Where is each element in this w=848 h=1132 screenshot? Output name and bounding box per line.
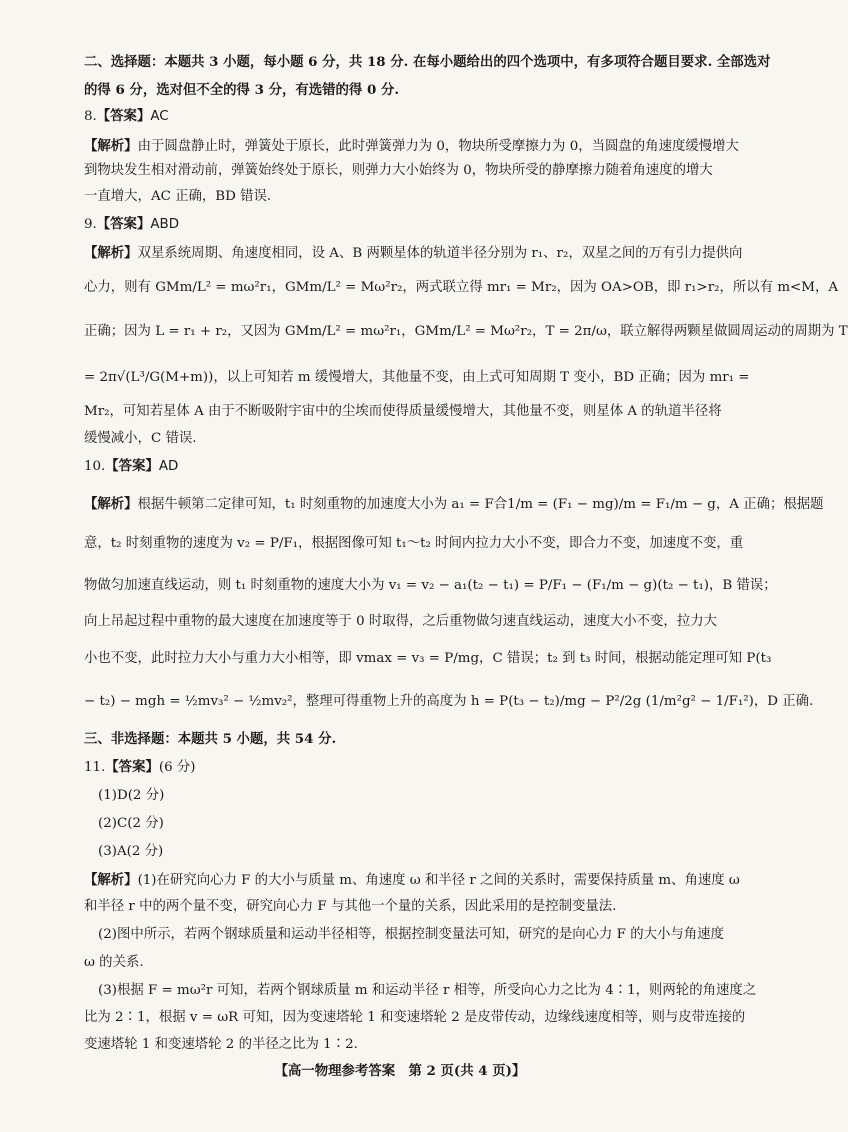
q10-analysis-text-1: 根据牛顿第二定律可知，t₁ 时刻重物的加速度大小为 a₁ = F合1/m = (F₁ − mg)/m = F₁/m − g，A 正确；根据题 xyxy=(137,497,824,512)
q11-answer-3: (3)A(2 分) xyxy=(98,844,164,859)
q8-answer-tag: 【答案】 xyxy=(96,108,151,124)
q9-analysis-line-1 xyxy=(84,243,743,264)
q10-analysis-line-2: 意，t₂ 时刻重物的速度为 v₂ = P/F₁，根据图像可知 t₁～t₂ 时间内拉力大小不变，即合力不变，加速度不变，重 xyxy=(84,536,744,551)
q9-analysis-line-3: 正确；因为 L = r₁ + r₂，又因为 GMm/L² = mω²r₁，GMm/L² = Mω²r₂，T = 2π/ω，联立解得两颗星做圆周运动的周期为 T xyxy=(84,324,848,339)
q11-analysis-line-6: 比为 2∶1，根据 v = ωR 可知，因为变速塔轮 1 和变速塔轮 2 是皮带传动，边缘线速度相等，则与皮带连接的 xyxy=(84,1010,746,1025)
q8-analysis-tag: 【解析】 xyxy=(84,138,138,154)
q10-analysis-line-5: 小也不变，此时拉力大小与重力大小相等，即 vmax = v₃ = P/mg，C 错误；t₂ 到 t₃ 时间，根据动能定理可知 P(t₃ xyxy=(84,651,772,666)
page-footer: 【高一物理参考答案 第 2 页(共 4 页)】 xyxy=(274,1063,526,1079)
q10-number: 10. xyxy=(84,459,106,474)
q10-answer-line xyxy=(84,456,734,477)
q10-analysis-tag: 【解析】 xyxy=(84,496,138,512)
q9-answer-line xyxy=(84,214,734,235)
q11-number: 11. xyxy=(84,760,106,775)
q10-analysis-line-6: − t₂) − mgh = ½mv₃² − ½mv₂²，整理可得重物上升的高度为 h = P(t₃ − t₂)/mg − P²/2g (1/m²g² − 1/F₁²)，D 正确. xyxy=(84,694,814,709)
q9-analysis-line-6: 缓慢减小，C 错误. xyxy=(84,431,197,446)
q10-analysis-line-1 xyxy=(84,494,824,515)
q10-analysis-line-3: 物做匀加速直线运动，则 t₁ 时刻重物的速度大小为 v₁ = v₂ − a₁(t₂ − t₁) = P/F₁ − (F₁/m − g)(t₂ − t₁)，B 错误； xyxy=(84,578,777,593)
q9-answer: ABD xyxy=(150,217,180,232)
q9-analysis-line-2: 心力，则有 GMm/L² = mω²r₁，GMm/L² = Mω²r₂，两式联立得 mr₁ = Mr₂，因为 OA>OB，即 r₁>r₂，所以有 m<M，A xyxy=(84,280,839,295)
q11-score: (6 分) xyxy=(158,760,196,775)
q11-analysis-line-3: (2)图中所示，若两个钢球质量和运动半径相等，根据控制变量法可知，研究的是向心力 F 的大小与角速度 xyxy=(98,927,724,942)
q8-number: 8. xyxy=(84,109,97,124)
q8-analysis-line-2: 到物块发生相对滑动前，弹簧始终处于原长，则弹力大小始终为 0，物块所受的静摩擦力随着角速度的增大 xyxy=(84,163,713,178)
q11-analysis-line-1 xyxy=(84,870,740,891)
q10-answer: AD xyxy=(158,459,179,474)
q11-answer-2: (2)C(2 分) xyxy=(98,816,164,831)
q11-analysis-line-7: 变速塔轮 1 和变速塔轮 2 的半径之比为 1∶2. xyxy=(84,1037,358,1052)
q8-analysis-text-1: 由于圆盘静止时，弹簧处于原长，此时弹簧弹力为 0，物块所受摩擦力为 0，当圆盘的角速度缓慢增大 xyxy=(137,139,739,154)
q9-number: 9. xyxy=(84,217,97,232)
q9-analysis-tag: 【解析】 xyxy=(84,245,138,261)
section-2-heading-cont: 的得 6 分，选对但不全的得 3 分，有选错的得 0 分. xyxy=(84,82,400,98)
section-3-heading: 三、非选择题：本题共 5 小题，共 54 分. xyxy=(84,731,337,747)
q8-answer: AC xyxy=(150,109,169,124)
q10-answer-tag: 【答案】 xyxy=(105,458,159,474)
q11-analysis-line-4: ω 的关系. xyxy=(84,955,144,970)
q9-analysis-text-1: 双星系统周期、角速度相同，设 A、B 两颗星体的轨道半径分别为 r₁、r₂，双星之间的万有引力提供向 xyxy=(137,246,743,261)
q11-analysis-tag: 【解析】 xyxy=(84,872,138,888)
q9-analysis-line-4: = 2π√(L³/G(M+m))，以上可知若 m 缓慢增大，其他量不变，由上式可知周期 T 变小，BD 正确；因为 mr₁ = xyxy=(84,370,750,385)
q8-analysis-line-3: 一直增大，AC 正确，BD 错误. xyxy=(84,189,272,204)
q11-answer-line xyxy=(84,757,734,778)
q11-analysis-line-2: 和半径 r 中的两个量不变，研究向心力 F 与其他一个量的关系，因此采用的是控制变量法. xyxy=(84,899,617,914)
section-2-heading: 二、选择题：本题共 3 小题，每小题 6 分，共 18 分. 在每小题给出的四个选项中，有多项符合题目要求. 全部选对 xyxy=(84,54,771,70)
q10-analysis-line-4: 向上吊起过程中重物的最大速度在加速度等于 0 时取得，之后重物做匀速直线运动，速度大小不变，拉力大 xyxy=(84,614,717,629)
q9-answer-tag: 【答案】 xyxy=(96,216,151,232)
q9-analysis-line-5: Mr₂，可知若星体 A 由于不断吸附宇宙中的尘埃而使得质量缓慢增大，其他量不变，则星体 A 的轨道半径将 xyxy=(84,404,722,419)
q11-answer-1: (1)D(2 分) xyxy=(98,788,165,803)
q11-answer-tag: 【答案】 xyxy=(105,759,159,775)
q8-answer-line xyxy=(84,106,734,127)
q11-analysis-text-1: (1)在研究向心力 F 的大小与质量 m、角速度 ω 和半径 r 之间的关系时，需要保持质量 m、角速度 ω xyxy=(137,873,740,888)
q8-analysis-line-1 xyxy=(84,136,739,157)
q11-analysis-line-5: (3)根据 F = mω²r 可知，若两个钢球质量 m 和运动半径 r 相等，所受向心力之比为 4∶1，则两轮的角速度之 xyxy=(98,983,757,998)
